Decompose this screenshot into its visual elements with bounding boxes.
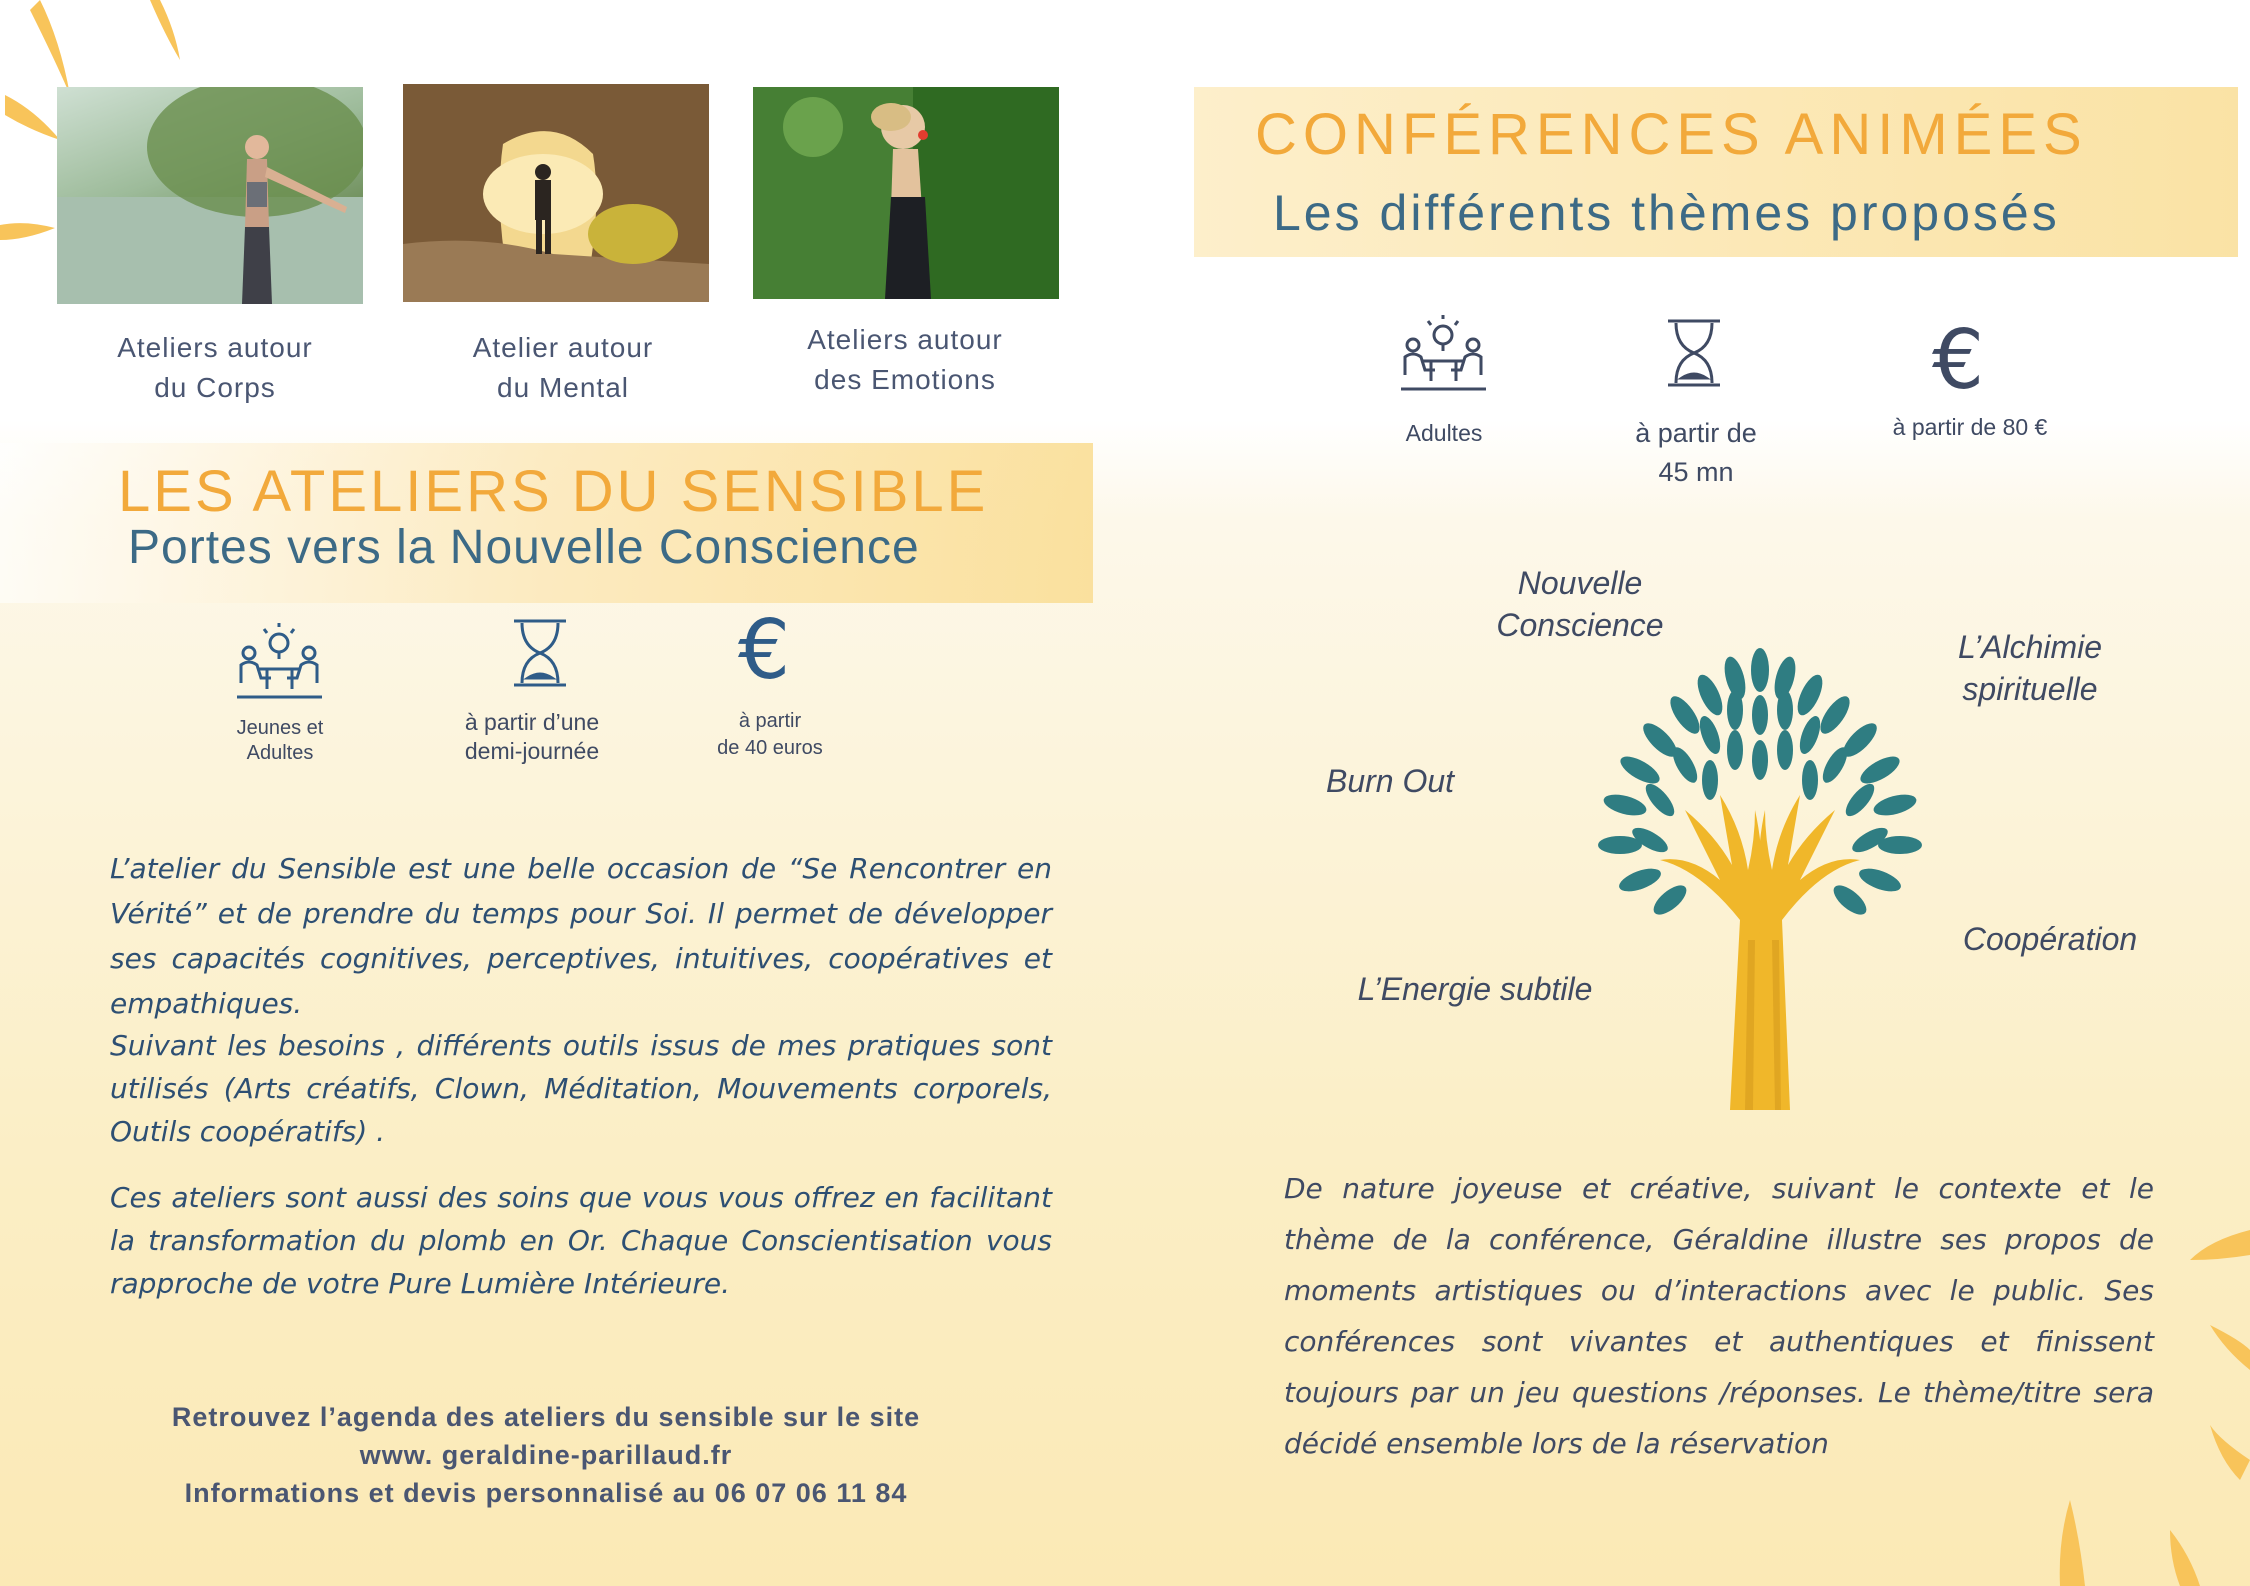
ateliers-paragraph-3: Ces ateliers sont aussi des soins que vous vous offrez en facilitant la transformation du plomb en Or. Chaque Conscientisation vous rapproche de votre Pure Lumière Intérieure. [110,1181,1052,1300]
theme-cooperation: Coopération [1962,921,2138,957]
theme-alchimie-spirituelle: L’Alchimie spirituelle [1957,629,2103,707]
info-audience-text: Jeunes et Adultes [236,717,324,764]
ateliers-paragraph-1: L’atelier du Sensible est une belle occasion de “Se Rencontrer en Vérité” et de prendre du temps pour Soi. Il permet de développer ses capacités cognitives, perceptives, intuitives, coopératives et empathiques. [110,852,1052,1020]
ateliers-paragraph-2: Suivant les besoins , différents outils issus de mes pratiques sont utilisés (Arts créatifs, Clown, Méditation, Mouvements corporels, Outils coopératifs) . [110,1029,1052,1148]
conferences-subtitle: Les différents thèmes proposés [1273,185,2060,241]
photo-caption-emotions: Ateliers autour des Emotions [807,324,1003,395]
info-duration-text: à partir d’une demi-journée [464,709,600,764]
footer-website-link[interactable]: www. geraldine-parillaud.fr [359,1440,733,1470]
tree-hands-illustration [1550,640,1970,1110]
theme-nouvelle-conscience: Nouvelle Conscience [1496,565,1664,643]
photo-body [57,87,363,304]
hourglass-icon [512,618,568,688]
ateliers-subtitle: Portes vers la Nouvelle Conscience [128,521,920,574]
people-lightbulb-icon [1401,315,1486,395]
photo-caption-mental: Atelier autour du Mental [472,332,654,403]
people-lightbulb-icon [237,623,322,703]
conferences-title: CONFÉRENCES ANIMÉES [1255,102,2088,167]
theme-energie-subtile: L’Energie subtile [1357,971,1593,1007]
euro-icon: € [738,603,791,698]
conf-price-text: à partir de 80 € [1892,414,2048,440]
photo-emotions [753,87,1059,299]
conf-duration-text: à partir de 45 mn [1635,418,1757,487]
footer-agenda-line: Retrouvez l’agenda des ateliers du sensible sur le site [171,1402,921,1432]
conferences-paragraph: De nature joyeuse et créative, suivant le contexte et le thème de la conférence, Géraldine illustre ses propos de moments artistiques ou d’interactions avec le public. Ses conférences sont vivantes et authentiques et finissent toujours par un jeu questions /réponses. Le thème/titre sera décidé ensemble lors de la réservation [1284,1172,2154,1460]
info-price-text: à partir de 40 euros [717,710,823,759]
conf-audience-text: Adultes [1405,420,1483,446]
photo-caption-body: Ateliers autour du Corps [117,332,313,403]
photo-mental [403,84,709,302]
ateliers-title: LES ATELIERS DU SENSIBLE [118,459,989,524]
euro-icon: € [1932,313,1985,408]
hourglass-icon [1666,318,1722,388]
footer-contact-line: Informations et devis personnalisé au 06 07 06 11 84 [184,1478,908,1508]
theme-burn-out: Burn Out [1325,763,1455,799]
